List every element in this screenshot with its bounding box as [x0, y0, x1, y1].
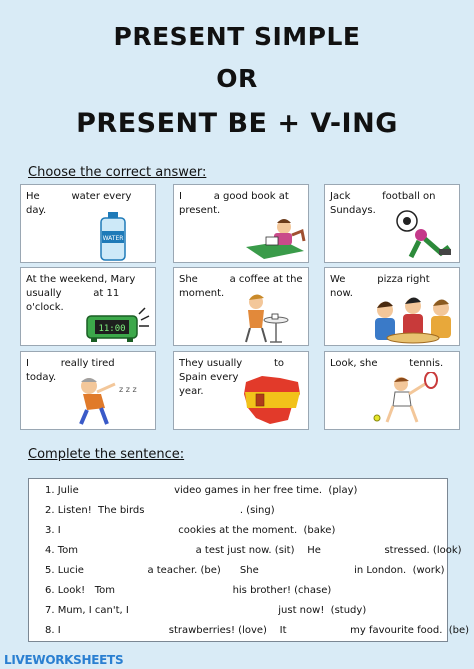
sentence-1: 1. Julie video games in her free time. (play) [45, 485, 358, 496]
card-text: I really tired today. [26, 358, 115, 383]
tennis-player-icon [369, 372, 449, 430]
card-text: Jack football on Sundays. [330, 191, 436, 216]
sentence-3: 3. I cookies at the moment. (bake) [45, 525, 336, 536]
svg-text:11:00: 11:00 [98, 324, 126, 334]
exercise-card-2 [173, 184, 309, 263]
choose-answer-label: Choose the correct answer: [28, 165, 207, 180]
water-bottle-icon [93, 211, 133, 261]
woman-coffee-icon [234, 290, 290, 346]
card-text: They usually to Spain every year. [179, 358, 285, 397]
exercise-card-1 [20, 184, 156, 263]
title-line-1: PRESENT SIMPLE [113, 22, 361, 51]
sentence-6: 6. Look! Tom his brother! (chase) [45, 585, 332, 596]
sentence-7: 7. Mum, I can't, I just now! (study) [45, 605, 367, 616]
sentence-5: 5. Lucie a teacher. (be) She in London. (work) [45, 565, 445, 576]
card-text: She a coffee at the moment. [179, 274, 303, 299]
footer [0, 651, 474, 669]
complete-sentence-label: Complete the sentence: [28, 447, 185, 462]
exercise-card-9 [324, 351, 460, 430]
title-line-3: PRESENT BE + V-ING [76, 108, 398, 139]
sentence-2: 2. Listen! The birds . (sing) [45, 505, 275, 516]
title-line-2: OR [216, 64, 258, 93]
svg-text:WATER: WATER [102, 235, 124, 242]
exercise-card-4 [20, 267, 156, 346]
people-eating-icon [369, 290, 459, 344]
exercise-card-7 [20, 351, 156, 430]
girl-reading-icon [244, 211, 306, 261]
tired-man-icon [61, 372, 155, 430]
brand-logo[interactable]: LIVEWORKSHEETS [4, 653, 124, 667]
exercise-card-6 [324, 267, 460, 346]
football-kick-icon [391, 205, 457, 261]
sentence-8: 8. I strawberries! (love) It my favourite food. (be) [45, 625, 470, 636]
card-text: I a good book at present. [179, 191, 289, 216]
alarm-clock-icon [83, 304, 153, 344]
svg-text:z z z: z z z [119, 385, 137, 394]
card-text: Look, she tennis. [330, 358, 444, 369]
spain-map-icon [240, 372, 306, 428]
sentence-4: 4. Tom a test just now. (sit) He stressed. (look) [45, 545, 462, 556]
card-text: At the weekend, Mary usually at 11 o'clock. [26, 274, 136, 313]
card-text: He water every day. [26, 191, 132, 216]
sentence-box [28, 478, 470, 642]
exercise-card-5 [173, 267, 309, 346]
exercise-card-3 [324, 184, 460, 263]
exercise-card-8 [173, 351, 309, 430]
card-text: We pizza right now. [330, 274, 430, 299]
